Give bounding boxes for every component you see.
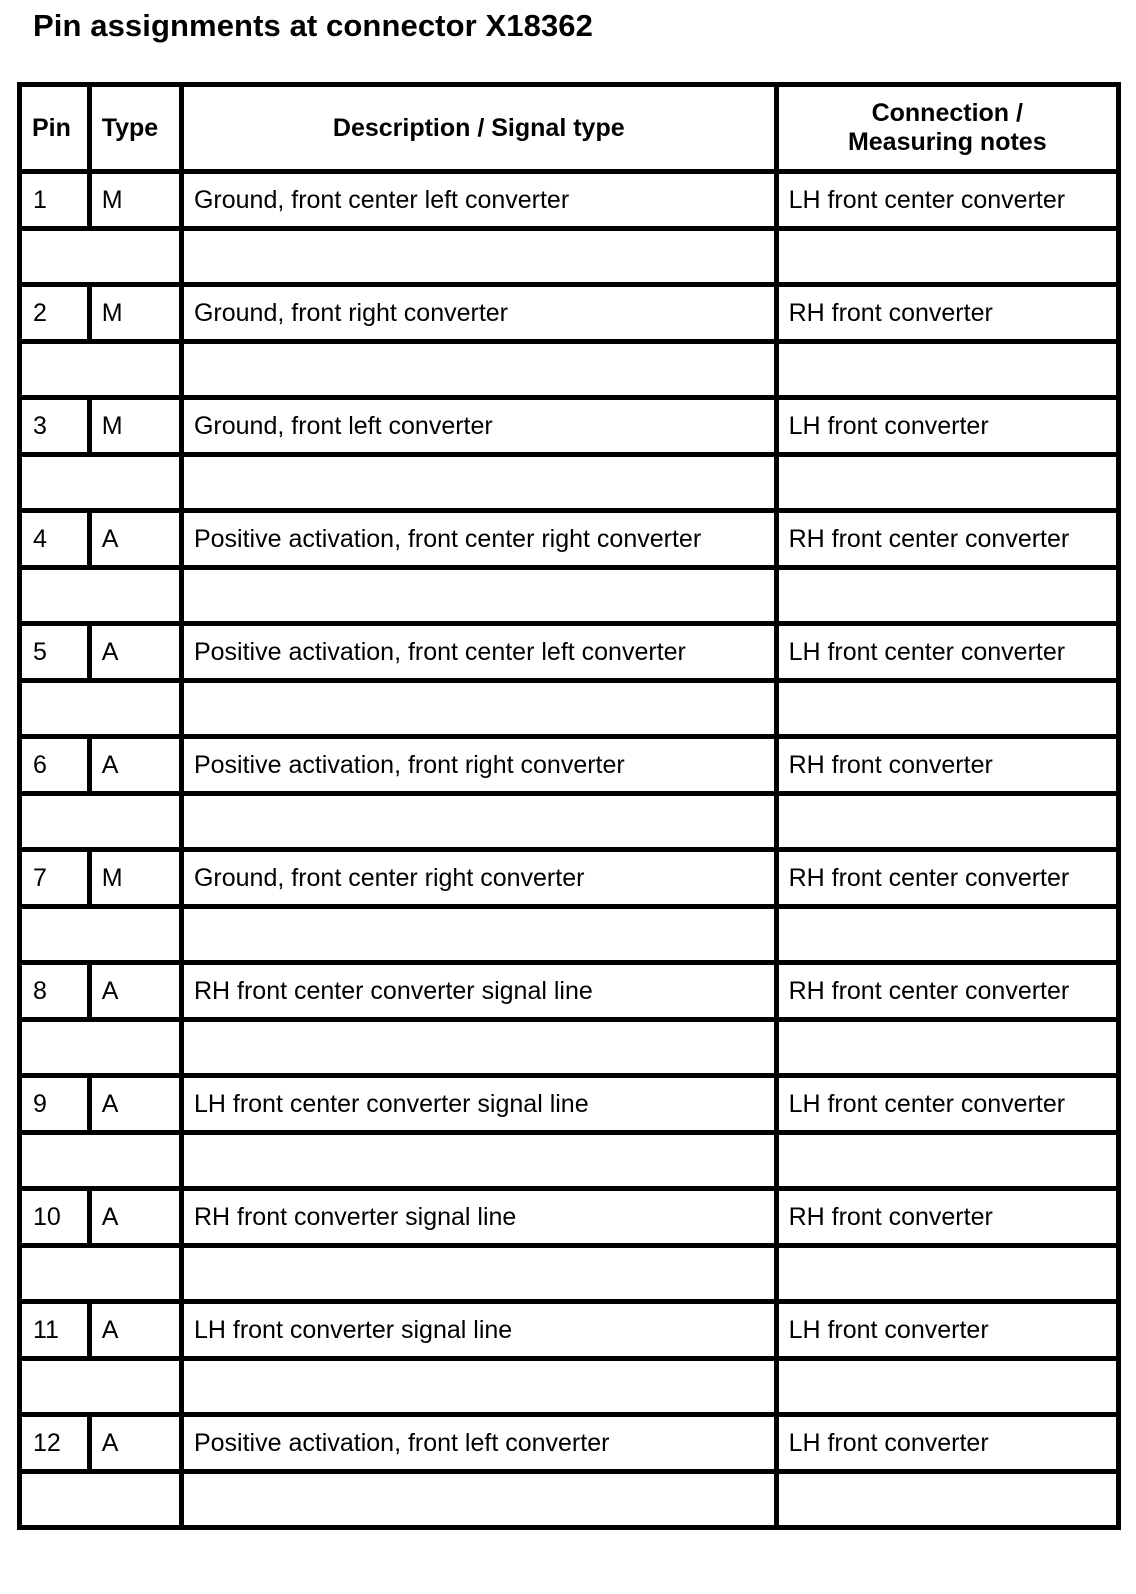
table-spacer-row — [20, 907, 1119, 963]
pin-cell: 12 — [20, 1415, 90, 1472]
connection-notes-cell: LH front converter — [776, 1415, 1118, 1472]
empty-cell — [776, 1472, 1118, 1528]
empty-cell — [20, 342, 182, 398]
table-header-row — [20, 85, 1119, 172]
header-type: Type — [89, 85, 181, 172]
pin-cell: 11 — [20, 1302, 90, 1359]
empty-cell — [776, 1246, 1118, 1302]
header-pin: Pin — [20, 85, 90, 172]
description-cell: Positive activation, front center right converter — [181, 511, 776, 568]
type-cell: A — [89, 624, 181, 681]
empty-cell — [20, 455, 182, 511]
empty-cell — [181, 1020, 776, 1076]
table-row — [20, 172, 1119, 229]
empty-cell — [20, 1246, 182, 1302]
empty-cell — [20, 229, 182, 285]
connection-notes-cell: RH front center converter — [776, 850, 1118, 907]
empty-cell — [20, 794, 182, 850]
empty-cell — [181, 1359, 776, 1415]
connection-notes-cell: RH front center converter — [776, 511, 1118, 568]
pin-cell: 10 — [20, 1189, 90, 1246]
connection-notes-cell: RH front converter — [776, 1189, 1118, 1246]
description-cell: RH front center converter signal line — [181, 963, 776, 1020]
table-body — [20, 172, 1119, 1528]
table-row — [20, 850, 1119, 907]
connection-notes-cell: LH front converter — [776, 398, 1118, 455]
empty-cell — [776, 907, 1118, 963]
table-row — [20, 963, 1119, 1020]
empty-cell — [20, 568, 182, 624]
empty-cell — [776, 1359, 1118, 1415]
table-row — [20, 624, 1119, 681]
pin-cell: 3 — [20, 398, 90, 455]
header-description: Description / Signal type — [181, 85, 776, 172]
type-cell: A — [89, 1302, 181, 1359]
connection-notes-cell: RH front center converter — [776, 963, 1118, 1020]
empty-cell — [776, 1020, 1118, 1076]
header-connection-notes-line1: Connection / — [871, 99, 1023, 127]
table-spacer-row — [20, 1246, 1119, 1302]
empty-cell — [20, 681, 182, 737]
empty-cell — [776, 455, 1118, 511]
pin-cell: 5 — [20, 624, 90, 681]
description-cell: Ground, front center right converter — [181, 850, 776, 907]
table-spacer-row — [20, 681, 1119, 737]
table-row — [20, 1302, 1119, 1359]
connection-notes-cell: RH front converter — [776, 737, 1118, 794]
description-cell: Positive activation, front center left converter — [181, 624, 776, 681]
empty-cell — [776, 794, 1118, 850]
empty-cell — [20, 907, 182, 963]
empty-cell — [181, 455, 776, 511]
type-cell: A — [89, 511, 181, 568]
table-spacer-row — [20, 229, 1119, 285]
empty-cell — [776, 681, 1118, 737]
empty-cell — [181, 1472, 776, 1528]
connection-notes-cell: LH front center converter — [776, 624, 1118, 681]
empty-cell — [776, 342, 1118, 398]
table-row — [20, 737, 1119, 794]
description-cell: Positive activation, front right converter — [181, 737, 776, 794]
connection-notes-cell: RH front converter — [776, 285, 1118, 342]
empty-cell — [776, 229, 1118, 285]
type-cell: A — [89, 963, 181, 1020]
empty-cell — [20, 1020, 182, 1076]
header-connection-notes-line2: Measuring notes — [847, 128, 1047, 156]
type-cell: A — [89, 737, 181, 794]
description-cell: LH front converter signal line — [181, 1302, 776, 1359]
page-title: Pin assignments at connector X18362 — [33, 8, 593, 43]
empty-cell — [181, 568, 776, 624]
pin-assignment-table — [17, 82, 1121, 1530]
empty-cell — [181, 1246, 776, 1302]
pin-cell: 1 — [20, 172, 90, 229]
connection-notes-cell: LH front converter — [776, 1302, 1118, 1359]
description-cell: RH front converter signal line — [181, 1189, 776, 1246]
table-row — [20, 511, 1119, 568]
table-row — [20, 1076, 1119, 1133]
empty-cell — [181, 229, 776, 285]
empty-cell — [20, 1133, 182, 1189]
empty-cell — [20, 1359, 182, 1415]
type-cell: A — [89, 1415, 181, 1472]
type-cell: M — [89, 398, 181, 455]
table-spacer-row — [20, 1020, 1119, 1076]
pin-cell: 9 — [20, 1076, 90, 1133]
table-row — [20, 398, 1119, 455]
table-spacer-row — [20, 455, 1119, 511]
description-cell: Ground, front left converter — [181, 398, 776, 455]
empty-cell — [181, 794, 776, 850]
empty-cell — [181, 681, 776, 737]
description-cell: LH front center converter signal line — [181, 1076, 776, 1133]
table-spacer-row — [20, 1359, 1119, 1415]
table-row — [20, 1189, 1119, 1246]
table-row — [20, 1415, 1119, 1472]
pin-cell: 4 — [20, 511, 90, 568]
empty-cell — [181, 342, 776, 398]
table-row — [20, 285, 1119, 342]
description-cell: Ground, front right converter — [181, 285, 776, 342]
pin-cell: 2 — [20, 285, 90, 342]
description-cell: Positive activation, front left converter — [181, 1415, 776, 1472]
connection-notes-cell: LH front center converter — [776, 172, 1118, 229]
type-cell: A — [89, 1189, 181, 1246]
header-connection-notes — [776, 85, 1118, 172]
empty-cell — [181, 1133, 776, 1189]
table-spacer-row — [20, 568, 1119, 624]
pin-cell: 8 — [20, 963, 90, 1020]
type-cell: M — [89, 850, 181, 907]
table-spacer-row — [20, 1472, 1119, 1528]
type-cell: A — [89, 1076, 181, 1133]
table-spacer-row — [20, 1133, 1119, 1189]
empty-cell — [181, 907, 776, 963]
type-cell: M — [89, 285, 181, 342]
type-cell: M — [89, 172, 181, 229]
empty-cell — [776, 568, 1118, 624]
empty-cell — [20, 1472, 182, 1528]
table-spacer-row — [20, 794, 1119, 850]
table-spacer-row — [20, 342, 1119, 398]
empty-cell — [776, 1133, 1118, 1189]
pin-cell: 6 — [20, 737, 90, 794]
connection-notes-cell: LH front center converter — [776, 1076, 1118, 1133]
pin-cell: 7 — [20, 850, 90, 907]
description-cell: Ground, front center left converter — [181, 172, 776, 229]
